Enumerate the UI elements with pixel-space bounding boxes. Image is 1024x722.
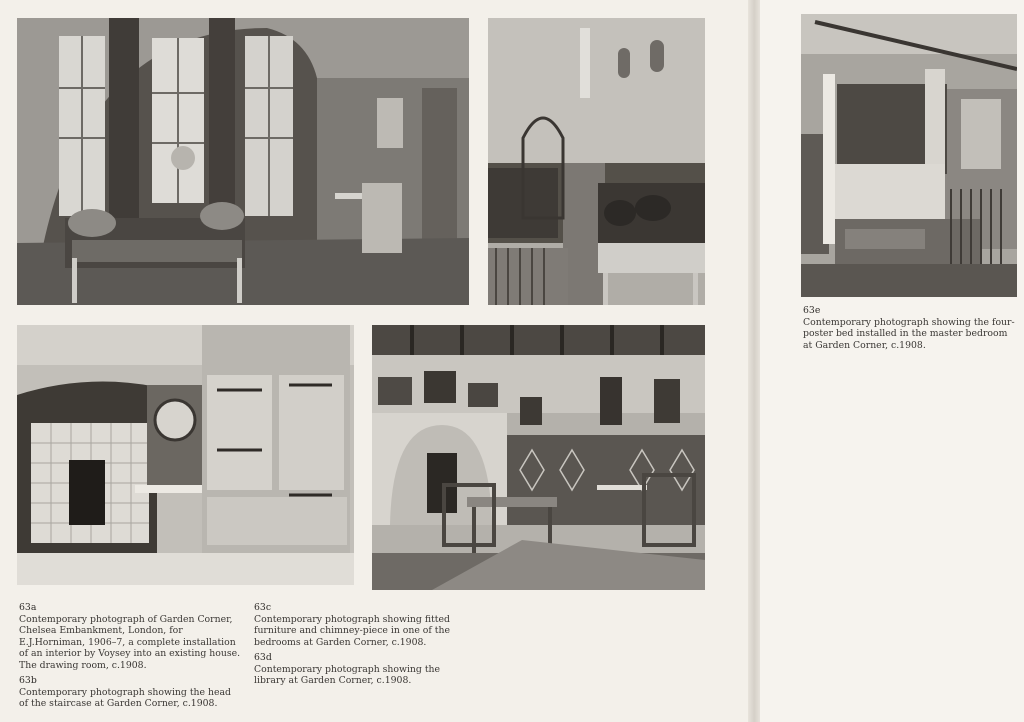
- photo-library: [372, 325, 705, 590]
- figure-caption-63a: Contemporary photograph of Garden Corner, Chelsea Embankment, London, for E.J.Horniman, 1906–7, a complete installation of an interior by Voysey into an existing house. The drawing room, c.1908.: [19, 613, 241, 671]
- figure-number-63e: 63e: [803, 305, 821, 316]
- photo-four-poster-bed: [801, 14, 1017, 297]
- caption-63b: [19, 675, 241, 710]
- figure-caption-63b: Contemporary photograph showing the head of the staircase at Garden Corner, c.1908.: [19, 686, 231, 710]
- figure-number-63c: 63c: [254, 602, 272, 613]
- figure-caption-63c: Contemporary photograph showing fitted furniture and chimney-piece in one of the bedrooms at Garden Corner, c.1908.: [254, 613, 451, 648]
- figure-number-63b: 63b: [19, 675, 37, 686]
- caption-63d: [254, 652, 454, 687]
- figure-number-63d: 63d: [254, 652, 272, 663]
- figure-caption-63d: Contemporary photograph showing the library at Garden Corner, c.1908.: [254, 663, 441, 687]
- caption-63c: [254, 602, 454, 648]
- photo-staircase: [488, 18, 705, 305]
- figure-number-63a: 63a: [19, 602, 37, 613]
- photo-drawing-room: [17, 18, 469, 305]
- caption-63a: [19, 602, 241, 672]
- caption-63e: [803, 305, 1017, 351]
- figure-caption-63e: Contemporary photograph showing the four-poster bed installed in the master bedroom at Garden Corner, c.1908.: [803, 316, 1015, 351]
- photo-bedroom-fitted-furniture: [17, 325, 354, 585]
